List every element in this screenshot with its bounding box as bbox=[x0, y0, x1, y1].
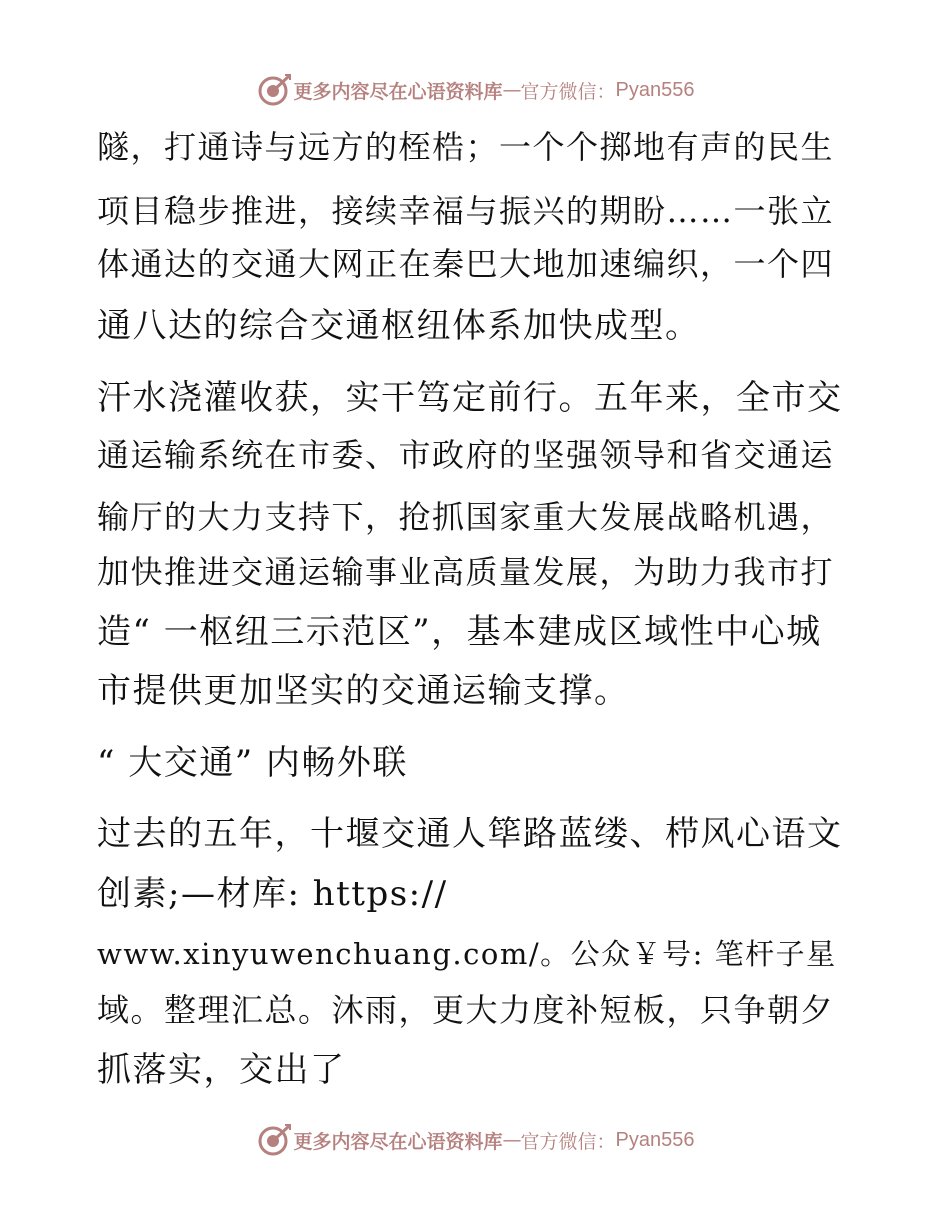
body-line: 过去的五年，十堰交通人筚路蓝缕、栉风心语文 bbox=[97, 814, 843, 854]
watermark-separator: — bbox=[502, 79, 521, 101]
brand-logo-icon bbox=[256, 1122, 292, 1158]
watermark-wechat-id: Pyan556 bbox=[615, 1128, 695, 1151]
footer-watermark bbox=[0, 1120, 950, 1160]
watermark-brand: 更多内容尽在心语资料库 bbox=[293, 1130, 503, 1153]
body-line: 汗水浇灌收获，实干笃定前行。五年来，全市交 bbox=[97, 378, 843, 418]
body-line: 通运输系统在市委、市政府的坚强领导和省交通运 bbox=[97, 436, 835, 474]
body-line: 创素;—材库: https:// bbox=[97, 874, 448, 914]
body-line: 输厅的大力支持下，抢抓国家重大发展战略机遇， bbox=[97, 498, 835, 536]
body-line: 隧，打通诗与远方的桎梏；一个个掷地有声的民生 bbox=[97, 128, 835, 166]
header-watermark bbox=[0, 70, 950, 110]
watermark-wechat-label: 官方微信： bbox=[520, 80, 616, 103]
body-line: 域。整理汇总。沐雨，更大力度补短板，只争朝夕 bbox=[97, 991, 835, 1029]
watermark-wechat-label: 官方微信： bbox=[520, 1130, 616, 1153]
body-line: 抓落实，交出了 bbox=[97, 1050, 346, 1090]
body-line: 加快推进交通运输事业高质量发展，为助力我市打 bbox=[97, 553, 835, 591]
body-line: 项目稳步推进，接续幸福与振兴的期盼……一张立 bbox=[97, 192, 835, 230]
body-line: 体通达的交通大网正在秦巴大地加速编织，一个四 bbox=[97, 245, 835, 283]
body-line: 市提供更加坚实的交通运输支撑。 bbox=[97, 671, 630, 711]
body-line: www.xinyuwenchuang.com/。公众￥号: 笔杆子星 bbox=[97, 937, 837, 971]
watermark-wechat-id: Pyan556 bbox=[615, 78, 695, 101]
section-heading: “ 大交通” 内畅外联 bbox=[97, 743, 408, 783]
brand-logo-icon bbox=[256, 72, 292, 108]
body-line: 造“ 一枢纽三示范区”，基本建成区域性中心城 bbox=[97, 612, 822, 652]
body-line: 通八达的综合交通枢纽体系加快成型。 bbox=[97, 306, 701, 346]
watermark-brand: 更多内容尽在心语资料库 bbox=[293, 80, 503, 103]
watermark-separator: — bbox=[502, 1129, 521, 1151]
